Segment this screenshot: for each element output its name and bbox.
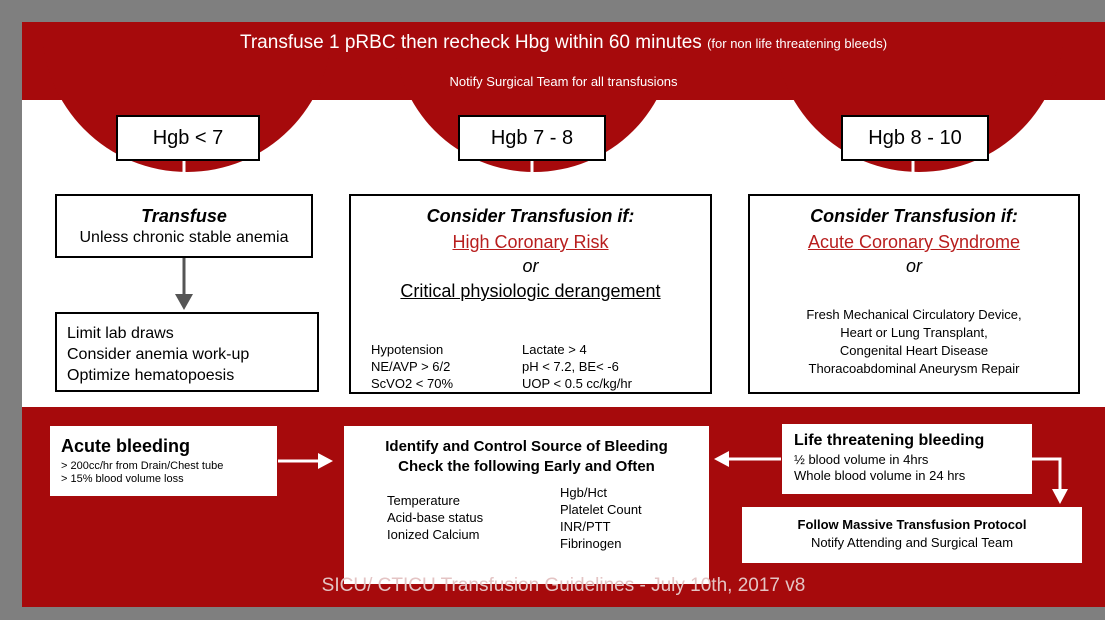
threshold-box-lt7: Hgb < 7: [116, 115, 260, 161]
massive-transfusion-subtitle: Notify Attending and Surgical Team: [810, 535, 1014, 550]
risk-label-8-10: [750, 232, 1078, 253]
consider-box-7-8: [349, 194, 712, 394]
life-threatening-item: Whole blood volume in 24 hrs: [794, 468, 966, 483]
alt-label-7-8: [351, 281, 710, 302]
transfuse-subheading: Unless chronic stable anemia: [79, 229, 289, 246]
consider-heading-7-8: Consider Transfusion if:: [426, 206, 635, 226]
threshold-box-7-8: Hgb 7 - 8: [458, 115, 606, 161]
followup-box: [55, 312, 319, 392]
header-subtitle: Notify Surgical Team for all transfusions: [449, 74, 678, 89]
criteria-left: [371, 341, 453, 392]
acute-bleeding-item: > 15% blood volume loss: [61, 473, 184, 485]
arrow-left-life: [714, 451, 781, 467]
followup-item: Optimize hematopoesis: [67, 367, 235, 384]
criteria-item: Hypotension: [371, 342, 444, 357]
check-item: Fibrinogen: [560, 536, 622, 551]
life-threatening-title: Life threatening bleeding: [794, 432, 985, 449]
header-title: Transfuse 1 pRBC then recheck Hbg within 60 minutes: [239, 32, 702, 53]
criteria-item: NE/AVP > 6/2: [371, 359, 451, 374]
check-item: Temperature: [387, 493, 460, 508]
criteria-item: ScVO2 < 70%: [371, 376, 454, 391]
consider-heading-8-10: Consider Transfusion if:: [810, 206, 1018, 226]
life-threatening-item: ½ blood volume in 4hrs: [794, 452, 929, 467]
control-title-2: Check the following Early and Often: [398, 458, 655, 475]
critical-derangement: Critical physiologic derangement: [400, 281, 661, 301]
condition-item: Fresh Mechanical Circulatory Device,: [806, 307, 1022, 322]
condition-item: Congenital Heart Disease: [839, 343, 989, 358]
guideline-sheet: [22, 22, 1105, 607]
acute-bleeding-item: > 200cc/hr from Drain/Chest tube: [61, 460, 224, 472]
criteria-item: pH < 7.2, BE< -6: [522, 359, 619, 374]
consider-box-8-10: [748, 194, 1080, 394]
check-item: Acid-base status: [387, 510, 484, 525]
or-label-8-10: or: [905, 256, 922, 276]
criteria-item: UOP < 0.5 cc/kg/hr: [522, 376, 632, 391]
arrow-down-3: [905, 161, 921, 193]
followup-item: Limit lab draws: [67, 325, 174, 342]
conditions-list: [750, 306, 1078, 378]
or-label-7-8: or: [522, 256, 539, 276]
check-item: Hgb/Hct: [560, 485, 607, 500]
condition-item: Thoracoabdominal Aneurysm Repair: [808, 361, 1020, 376]
acute-bleeding-title: Acute bleeding: [61, 436, 191, 456]
control-title-1: Identify and Control Source of Bleeding: [385, 438, 668, 455]
criteria-item: Lactate > 4: [522, 342, 587, 357]
header-title-note: (for non life threatening bleeds): [707, 36, 888, 51]
transfuse-heading: Transfuse: [141, 206, 227, 226]
check-item: Ionized Calcium: [387, 527, 480, 542]
arrow-down-2: [524, 161, 540, 193]
risk-link-acute-coronary[interactable]: Acute Coronary Syndrome: [807, 232, 1021, 252]
arrow-down-gray: [175, 258, 193, 310]
arrow-right-acute: [278, 453, 333, 469]
check-item: INR/PTT: [560, 519, 611, 534]
transfuse-box: [55, 194, 313, 258]
criteria-right: [522, 341, 632, 392]
condition-item: Heart or Lung Transplant,: [840, 325, 988, 340]
arrow-elbow-massive: [1032, 459, 1068, 504]
risk-label-7-8: [351, 232, 710, 253]
risk-link-high-coronary[interactable]: High Coronary Risk: [452, 232, 609, 252]
threshold-box-8-10: Hgb 8 - 10: [841, 115, 989, 161]
arrow-down-1: [176, 161, 192, 193]
massive-transfusion-title: Follow Massive Transfusion Protocol: [797, 517, 1027, 532]
check-item: Platelet Count: [560, 502, 642, 517]
followup-item: Consider anemia work-up: [67, 346, 250, 363]
footer-caption: SICU/ CTICU Transfusion Guidelines - July 10th, 2017 v8: [321, 575, 806, 596]
